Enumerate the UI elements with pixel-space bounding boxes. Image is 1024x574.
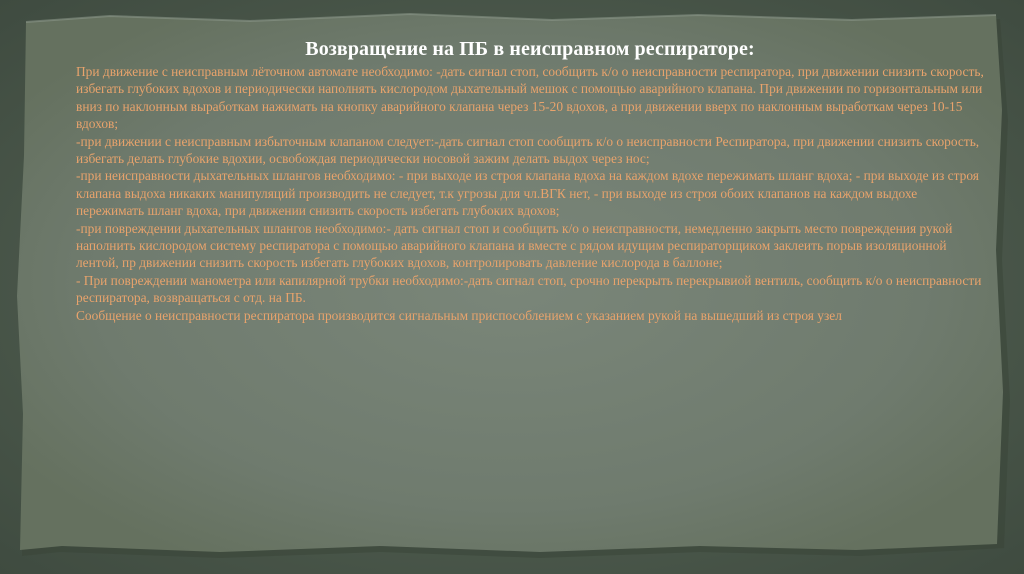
- slide-title: Возвращение на ПБ в неисправном респираторе:: [305, 38, 755, 60]
- paragraph-damaged-manometer: - При повреждении манометра или капилярной трубки необходимо:-дать сигнал стоп, срочно перекрыть перекрывиой вентиль, сообщить к/о о неисправности респиратора, возвращаться с отд. на ПБ.: [76, 272, 982, 306]
- paragraph-fault-signaling: Сообщение о неисправности респиратора производится сигнальным приспособлением с указанием рукой на вышедший из строя узел: [76, 307, 842, 323]
- paragraph-faulty-lung-automat: При движение с неисправным лёточном автомате необходимо: -дать сигнал стоп, сообщить к/о о неисправности респиратора, при движении снизить скорость, избегать глубоких вдохов и периодически наполнять кислородом дыхательный мешок с помощью аварийного клапана. При движении по горизонтальным или вниз по наклонным выработкам нажимать на кнопку аварийного клапана через 15-20 вдохов, а при движении вверх по наклонным выработкам через 10-15 вдохов;: [76, 64, 984, 132]
- paragraph-faulty-breathing-hoses-valves: -при неисправности дыхательных шлангов необходимо: - при выходе из строя клапана вдоха на каждом вдохе пережимать шланг вдоха; - при выходе из строя клапана выдоха никаких манипуляций производить не следует, т.к угрозы для чл.ВГК нет, - при выходе из строя обоих клапанов на каждом выдохе пережимать шланг вдоха, при движении снизить скорость избегать глубоких вдохов;: [76, 168, 979, 219]
- slide-body: [76, 63, 984, 324]
- slide-content: [76, 38, 984, 508]
- paragraph-faulty-excess-valve: -при движении с неисправным избыточным клапаном следует:-дать сигнал стоп сообщить к/о о неисправности Респиратора, при движении снизить скорость, избегать делать глубокие вдохии, освобождая периодически носовой зажим делать выдох через нос;: [76, 133, 980, 167]
- paragraph-damaged-breathing-hoses: -при повреждении дыхательных шлангов необходимо:- дать сигнал стоп и сообщить к/о о неисправности, немедленно закрыть место повреждения рукой наполнить кислородом систему респиратора с помощью аварийного клапана и вместе с рядом идущим респираторщиком заклеить порыв изоляционной лентой, пр движении снизить скорость избегать глубоких вдохов, контролировать давление кислорода в баллоне;: [76, 220, 953, 271]
